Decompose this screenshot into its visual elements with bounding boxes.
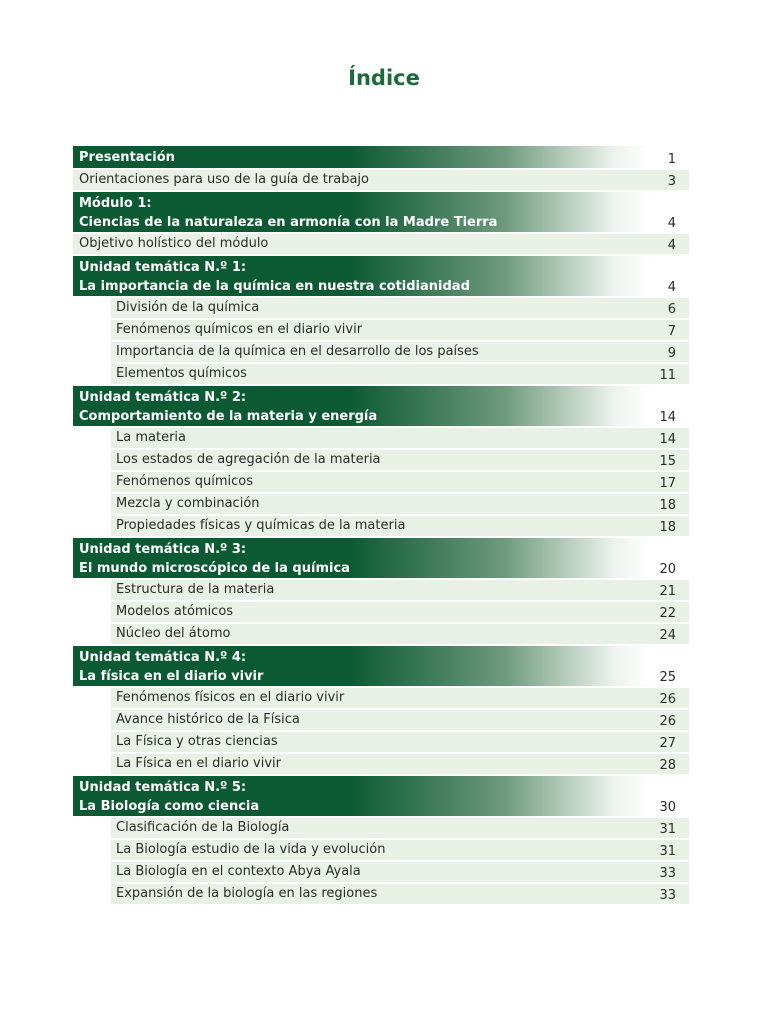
toc-label-line: Fenómenos químicos — [116, 474, 253, 489]
toc-section-header[interactable] — [73, 192, 689, 232]
toc-entry-label — [73, 472, 253, 492]
toc-entry-band — [111, 428, 689, 448]
toc-page-number: 31 — [659, 822, 676, 837]
toc-entry-label — [73, 320, 362, 340]
toc-page-number: 17 — [659, 476, 676, 491]
page-title: Índice — [348, 66, 420, 90]
toc-label-line: Expansión de la biología en las regiones — [116, 886, 378, 901]
toc-label-line: La Física y otras ciencias — [116, 734, 278, 749]
toc-page-number: 18 — [659, 498, 676, 513]
toc-entry-label — [73, 602, 233, 622]
toc-section-header[interactable] — [73, 776, 689, 816]
toc-entry[interactable] — [73, 862, 689, 882]
toc-page-number: 26 — [659, 692, 676, 707]
toc-page-number: 31 — [659, 844, 676, 859]
toc-entry-label — [73, 494, 260, 514]
toc-page-number: 18 — [659, 520, 676, 535]
toc-entry-label — [73, 754, 281, 774]
toc-entry-label — [73, 364, 247, 384]
toc-entry[interactable] — [73, 320, 689, 340]
toc-entry-label — [73, 516, 405, 536]
toc-entry-label — [73, 818, 289, 838]
toc-page-number: 20 — [659, 562, 676, 577]
toc-page-number: 9 — [667, 346, 676, 361]
toc-label-line: Núcleo del átomo — [116, 626, 231, 641]
toc-page-number: 27 — [659, 736, 676, 751]
toc-label-line: Unidad temática N.º 1: — [79, 260, 247, 275]
toc-section-header[interactable] — [73, 646, 689, 686]
toc-entry-label — [73, 146, 175, 168]
toc-entry[interactable] — [73, 170, 689, 190]
toc-entry[interactable] — [73, 884, 689, 904]
toc-page-number: 15 — [659, 454, 676, 469]
toc-label-line: Fenómenos físicos en el diario vivir — [116, 690, 345, 705]
toc-entry-label — [73, 776, 259, 816]
toc-entry-label — [73, 862, 361, 882]
toc-entry[interactable] — [73, 688, 689, 708]
toc-label-line: Presentación — [79, 150, 175, 165]
toc-entry[interactable] — [73, 342, 689, 362]
toc-entry-label — [73, 256, 470, 296]
toc-label-line: Modelos atómicos — [116, 604, 234, 619]
toc-label-line: Avance histórico de la Física — [116, 712, 300, 727]
toc-page-number: 33 — [659, 866, 676, 881]
toc-entry-label — [73, 580, 274, 600]
toc-label-line: La Física en el diario vivir — [116, 756, 282, 771]
toc-label-line: La Biología estudio de la vida y evolución — [116, 842, 386, 857]
toc-entry-label — [73, 428, 186, 448]
toc-entry[interactable] — [73, 580, 689, 600]
toc-page-number: 30 — [659, 800, 676, 815]
toc-section-header[interactable] — [73, 256, 689, 296]
toc-entry[interactable] — [73, 428, 689, 448]
toc-label-line: Clasificación de la Biología — [116, 820, 290, 835]
toc-section-header[interactable] — [73, 386, 689, 426]
toc-label-subtitle: La física en el diario vivir — [79, 669, 264, 684]
toc-label-line: Unidad temática N.º 2: — [79, 390, 247, 405]
toc-label-line: División de la química — [116, 300, 260, 315]
toc-label-subtitle: La importancia de la química en nuestra cotidianidad — [79, 279, 470, 294]
toc-label-line: La Biología en el contexto Abya Ayala — [116, 864, 361, 879]
toc-entry[interactable] — [73, 450, 689, 470]
toc-entry[interactable] — [73, 494, 689, 514]
toc-label-line: Unidad temática N.º 5: — [79, 780, 247, 795]
toc-page-number: 1 — [667, 152, 676, 167]
table-of-contents — [73, 146, 689, 906]
toc-page-number: 24 — [659, 628, 676, 643]
toc-entry-label — [73, 450, 381, 470]
toc-label-subtitle: La Biología como ciencia — [79, 799, 260, 814]
toc-label-subtitle: Ciencias de la naturaleza en armonía con la Madre Tierra — [79, 215, 498, 230]
toc-label-line: Mezcla y combinación — [116, 496, 260, 511]
toc-page-number: 28 — [659, 758, 676, 773]
toc-entry-label — [73, 386, 377, 426]
toc-label-line: Importancia de la química en el desarrollo de los países — [116, 344, 479, 359]
toc-page-number: 14 — [659, 410, 676, 425]
toc-label-line: Orientaciones para uso de la guía de trabajo — [79, 172, 369, 187]
toc-label-line: Elementos químicos — [116, 366, 247, 381]
toc-entry-label — [73, 192, 497, 232]
toc-page-number: 4 — [667, 216, 676, 231]
toc-page-number: 4 — [667, 280, 676, 295]
toc-label-line: Objetivo holístico del módulo — [79, 236, 269, 251]
toc-entry[interactable] — [73, 602, 689, 622]
toc-label-line: La materia — [116, 430, 186, 445]
toc-entry-label — [73, 732, 278, 752]
toc-entry-label — [73, 342, 479, 362]
toc-entry[interactable] — [73, 818, 689, 838]
toc-entry-label — [73, 646, 263, 686]
toc-entry[interactable] — [73, 624, 689, 644]
toc-entry[interactable] — [73, 298, 689, 318]
toc-section-header[interactable] — [73, 146, 689, 168]
toc-page-number: 26 — [659, 714, 676, 729]
toc-entry-label — [73, 538, 350, 578]
toc-page-number: 22 — [659, 606, 676, 621]
toc-label-line: Unidad temática N.º 3: — [79, 542, 247, 557]
toc-page-number: 21 — [659, 584, 676, 599]
toc-label-subtitle: El mundo microscópico de la química — [79, 561, 350, 576]
toc-entry-label — [73, 298, 259, 318]
toc-page-number: 3 — [667, 174, 676, 189]
toc-page-number: 11 — [659, 368, 676, 383]
toc-entry[interactable] — [73, 516, 689, 536]
toc-entry[interactable] — [73, 840, 689, 860]
toc-entry-label — [73, 840, 385, 860]
toc-page-number: 6 — [667, 302, 676, 317]
toc-entry[interactable] — [73, 364, 689, 384]
toc-label-line: Los estados de agregación de la materia — [116, 452, 381, 467]
toc-label-line: Módulo 1: — [79, 196, 152, 211]
toc-label-line: Propiedades físicas y químicas de la materia — [116, 518, 406, 533]
toc-page-number: 4 — [667, 238, 676, 253]
toc-label-subtitle: Comportamiento de la materia y energía — [79, 409, 378, 424]
toc-label-line: Estructura de la materia — [116, 582, 275, 597]
toc-page-number: 25 — [659, 670, 676, 685]
toc-page-number: 33 — [659, 888, 676, 903]
toc-entry[interactable] — [73, 732, 689, 752]
toc-entry-label — [73, 234, 268, 254]
toc-page-number: 14 — [659, 432, 676, 447]
toc-label-line: Fenómenos químicos en el diario vivir — [116, 322, 363, 337]
toc-entry[interactable] — [73, 234, 689, 254]
toc-page-number: 7 — [667, 324, 676, 339]
toc-label-line: Unidad temática N.º 4: — [79, 650, 247, 665]
toc-entry-label — [73, 688, 344, 708]
toc-entry-label — [73, 710, 300, 730]
toc-entry-label — [73, 170, 369, 190]
toc-entry-label — [73, 884, 377, 904]
toc-entry[interactable] — [73, 710, 689, 730]
toc-entry[interactable] — [73, 754, 689, 774]
toc-section-header[interactable] — [73, 538, 689, 578]
toc-entry[interactable] — [73, 472, 689, 492]
toc-entry-label — [73, 624, 230, 644]
